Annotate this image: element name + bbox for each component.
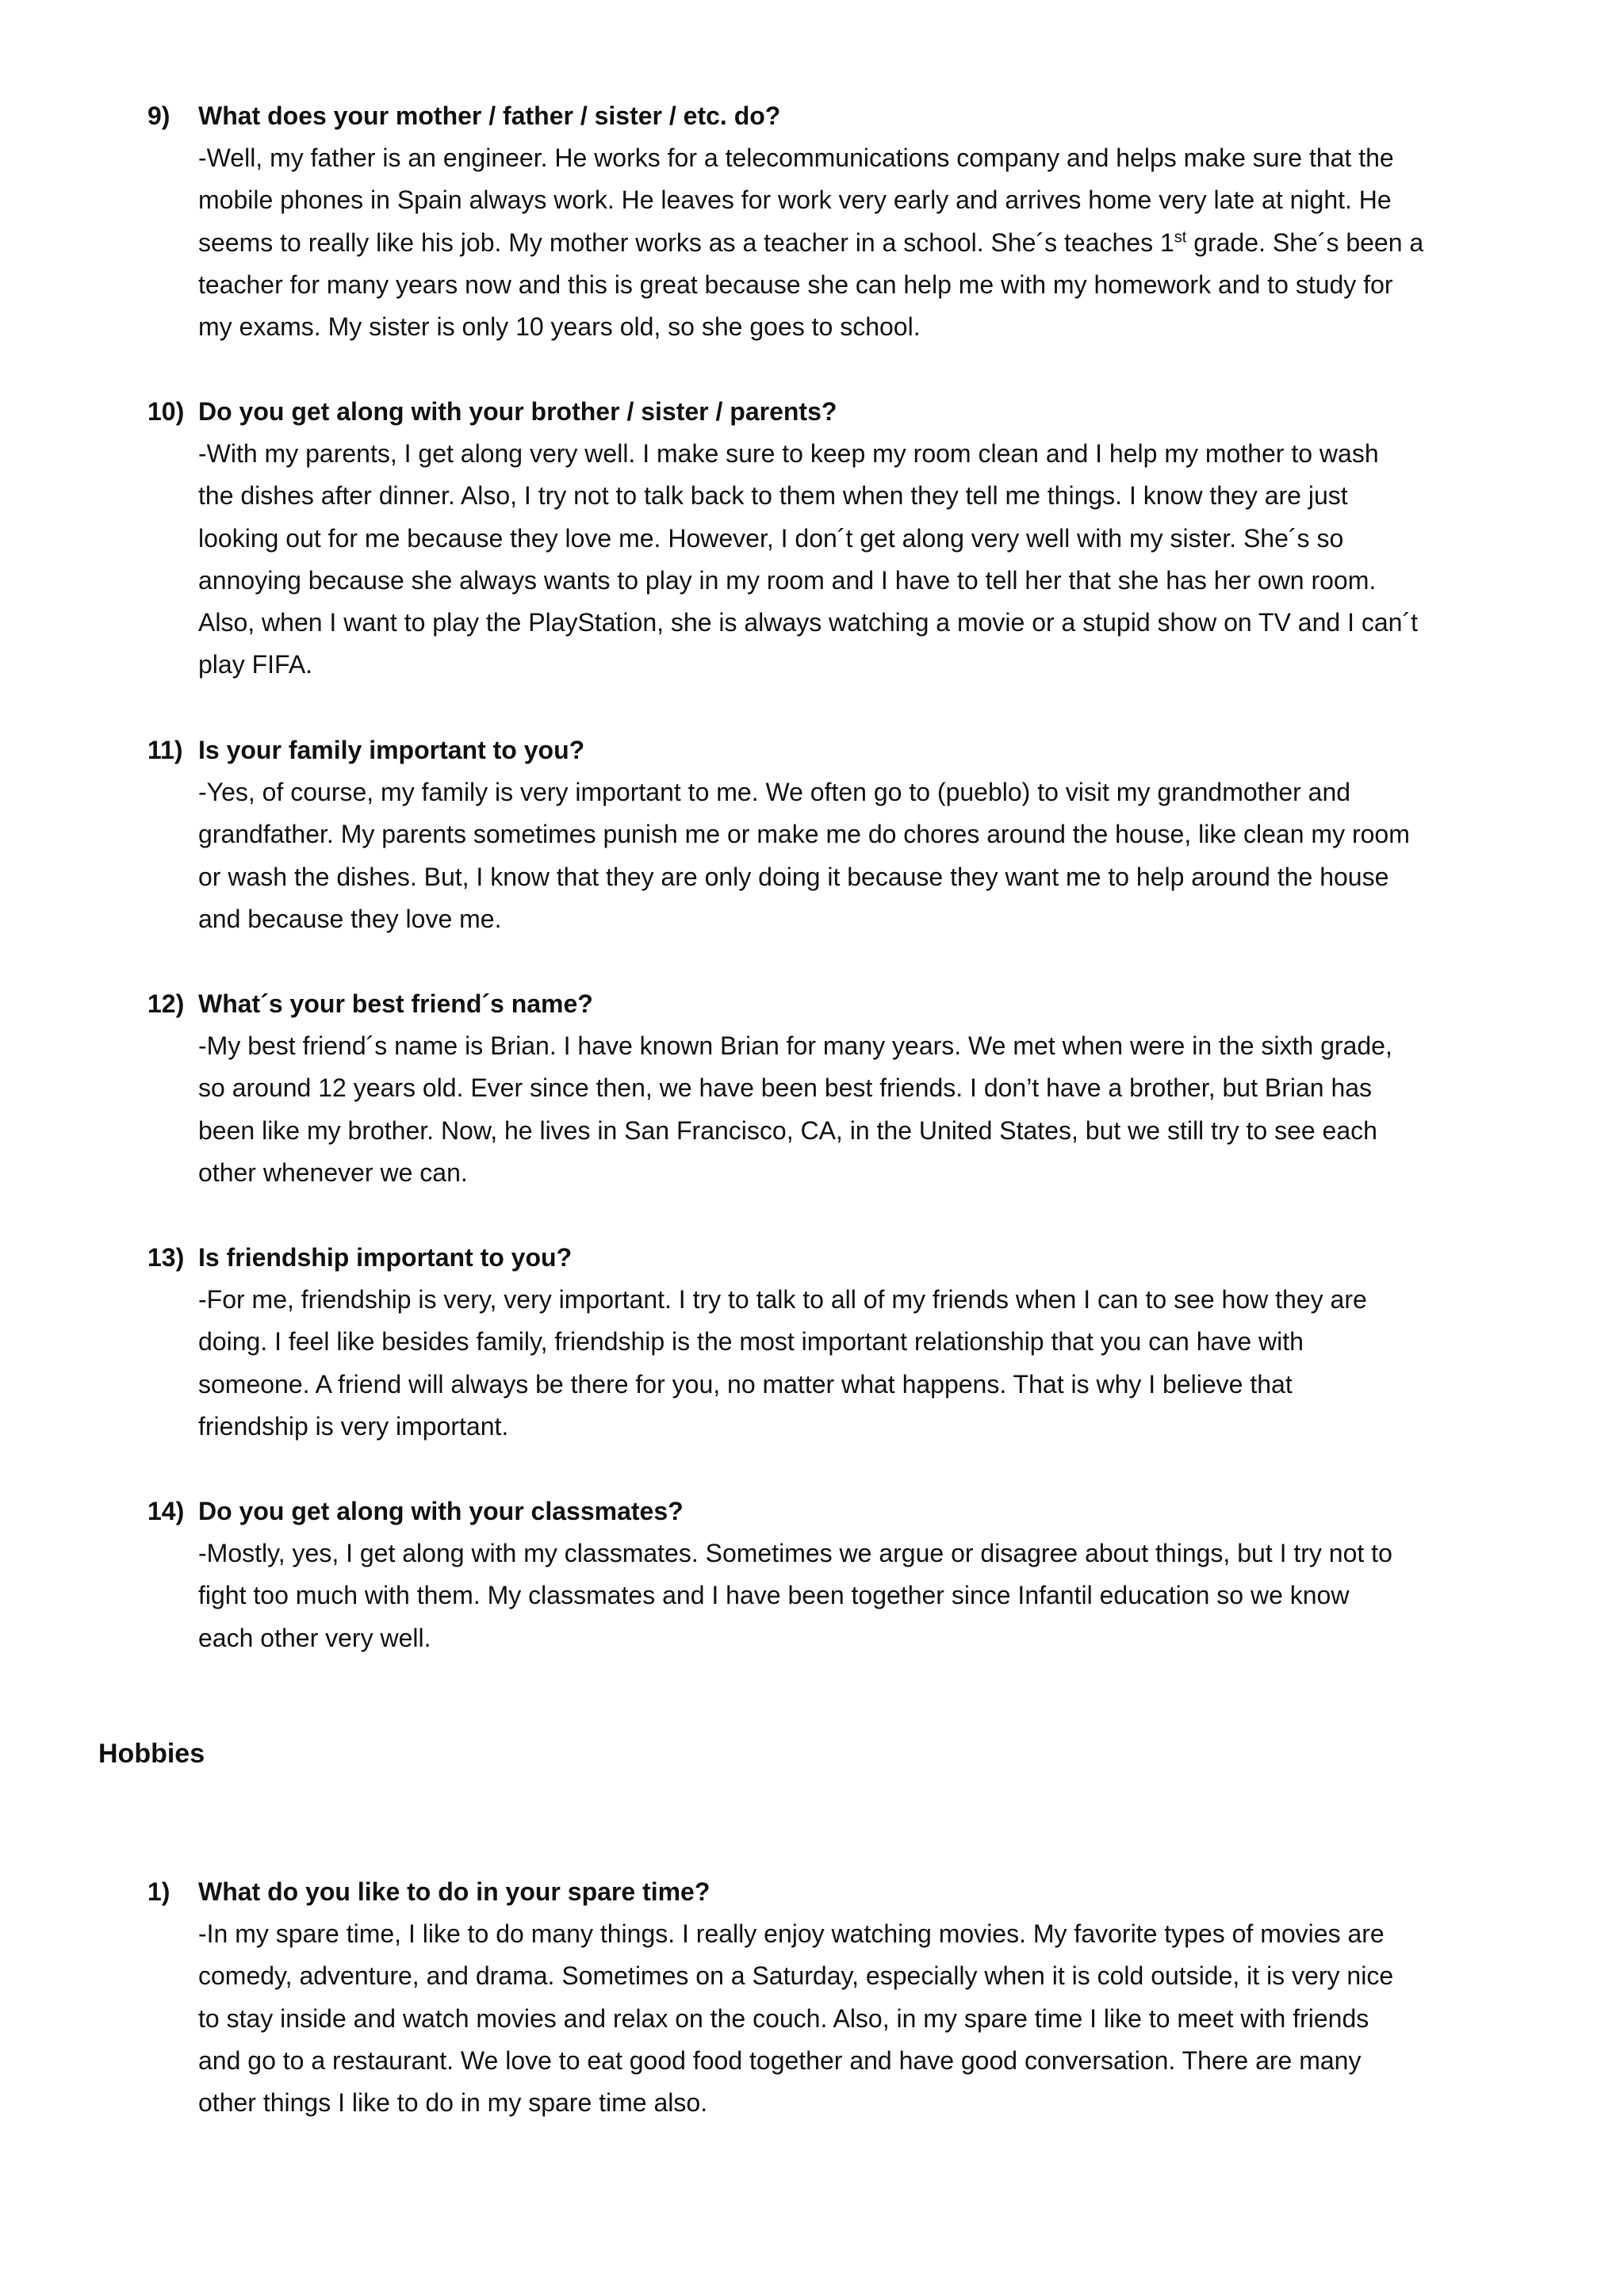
- question-text: What does your mother / father / sister / etc. do?: [198, 101, 781, 130]
- question-item-10: [147, 391, 1543, 687]
- ordinal-superscript: st: [1174, 228, 1187, 246]
- question-heading: [147, 729, 1543, 771]
- hobbies-question-item-1: [147, 1871, 1543, 2124]
- question-item-9: [147, 95, 1543, 348]
- question-number: 10): [147, 397, 185, 426]
- question-heading: [147, 983, 1543, 1025]
- question-number: 11): [147, 736, 183, 764]
- question-heading: [147, 1490, 1543, 1533]
- question-heading: [147, 1871, 1543, 1913]
- question-text: What´s your best friend´s name?: [198, 989, 593, 1018]
- question-item-12: [147, 983, 1543, 1194]
- answer-text: -With my parents, I get along very well. I make sure to keep my room clean and I help my mother to wash the dishes after dinner. Also, I try not to talk back to them when they tell me things. I know they are just looking out for me because they love me. However, I don´t get along very well with my sister. She´s so annoying because she always wants to play in my room and I have to tell her that she has her own room. Also, when I want to play the PlayStation, she is always watching a movie or a stupid show on TV and I can´t play FIFA.: [198, 439, 1418, 679]
- answer-text-part: -Well, my father is an engineer. He works for a telecommunications company and helps make sure that the mobile phones in Spain always work. He leaves for work very early and arrives home very late at night. He seems to really like his job. My mother works as a teacher in a school. She´s teaches 1: [198, 144, 1394, 257]
- question-number: 12): [147, 989, 185, 1018]
- answer-text: -Mostly, yes, I get along with my classmates. Sometimes we argue or disagree about things, but I try not to fight too much with them. My classmates and I have been together since Infantil education so we know each other very well.: [198, 1539, 1392, 1652]
- question-number: 9): [147, 101, 170, 130]
- question-number: 14): [147, 1497, 185, 1525]
- answer-text: -In my spare time, I like to do many things. I really enjoy watching movies. My favorite types of movies are comedy, adventure, and drama. Sometimes on a Saturday, especially when it is cold outside, it is very nice to stay inside and watch movies and relax on the couch. Also, in my spare time I like to meet with friends and go to a restaurant. We love to eat good food together and have good conversation. There are many other things I like to do in my spare time also.: [198, 1919, 1394, 2118]
- answer-text-part: grade. She´s been a teacher for many years now and this is great because she can help me with my homework and to study for my exams. My sister is only 10 years old, so she goes to school.: [198, 228, 1424, 342]
- question-heading: [147, 95, 1543, 137]
- answer-text: -Yes, of course, my family is very important to me. We often go to (pueblo) to visit my grandmother and grandfather. My parents sometimes punish me or make me do chores around the house, like clean my room or wash the dishes. But, I know that they are only doing it because they want me to help around the house and because they love me.: [198, 778, 1410, 933]
- answer-text: [198, 137, 1543, 348]
- question-item-14: [147, 1490, 1543, 1659]
- answer-text: -For me, friendship is very, very important. I try to talk to all of my friends when I can to see how they are doing. I feel like besides family, friendship is the most important relationship that you can have with someone. A friend will always be there for you, no matter what happens. That is why I believe that friendship is very important.: [198, 1285, 1367, 1441]
- question-number: 1): [147, 1877, 170, 1906]
- question-text: Is friendship important to you?: [198, 1243, 573, 1272]
- question-text: Is your family important to you?: [198, 736, 585, 764]
- question-text: Do you get along with your classmates?: [198, 1497, 684, 1525]
- question-heading: [147, 1237, 1543, 1279]
- question-number: 13): [147, 1243, 185, 1272]
- question-text: What do you like to do in your spare time?: [198, 1877, 710, 1906]
- question-text: Do you get along with your brother / sister / parents?: [198, 397, 837, 426]
- question-item-13: [147, 1237, 1543, 1448]
- answer-text: -My best friend´s name is Brian. I have known Brian for many years. We met when were in the sixth grade, so around 12 years old. Ever since then, we have been best friends. I don’t have a brother, but Brian has been like my brother. Now, he lives in San Francisco, CA, in the United States, but we still try to see each other whenever we can.: [198, 1031, 1392, 1187]
- question-heading: [147, 391, 1543, 433]
- section-heading-hobbies: Hobbies: [98, 1739, 205, 1769]
- question-item-11: [147, 729, 1543, 940]
